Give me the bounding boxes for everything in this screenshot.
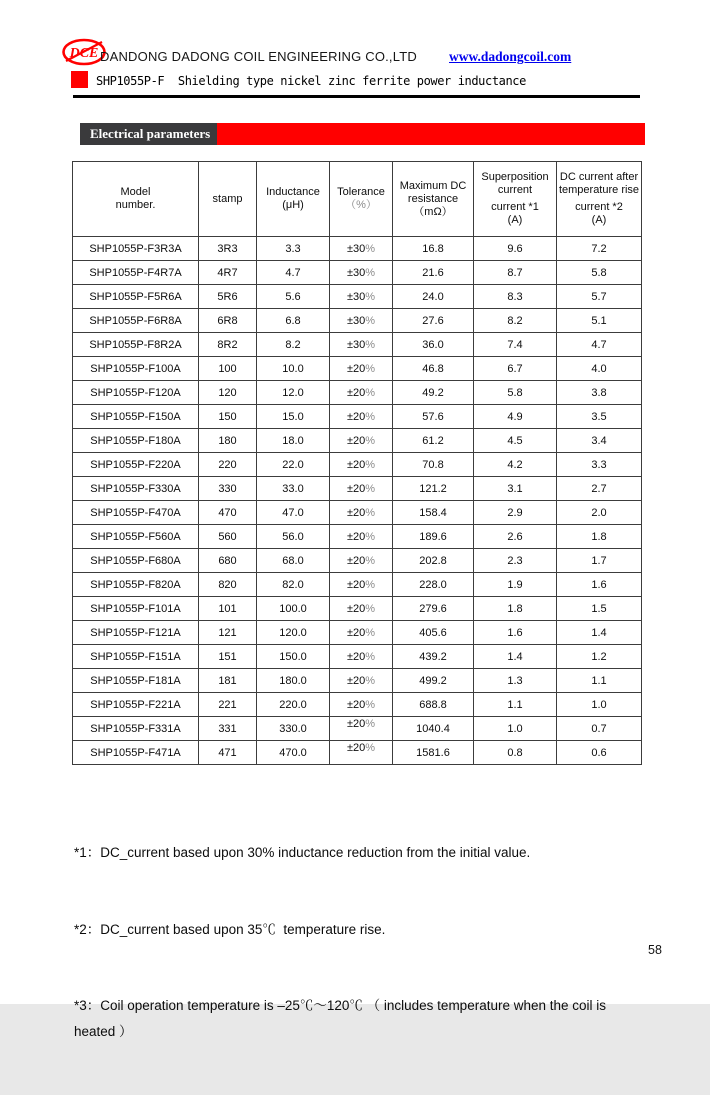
cell-model: SHP1055P-F3R3A [73, 237, 199, 261]
cell-temp-rise: 1.8 [557, 525, 642, 549]
cell-resistance: 1581.6 [393, 741, 474, 765]
section-title: Electrical parameters [80, 123, 217, 145]
table-row [73, 717, 642, 741]
cell-model: SHP1055P-F181A [73, 669, 199, 693]
cell-tolerance: ±20% [330, 645, 393, 669]
cell-model: SHP1055P-F151A [73, 645, 199, 669]
cell-inductance: 100.0 [257, 597, 330, 621]
cell-inductance: 33.0 [257, 477, 330, 501]
column-header-tolerance: Tolerance （%） [330, 162, 393, 237]
cell-superposition: 8.3 [474, 285, 557, 309]
cell-model: SHP1055P-F470A [73, 501, 199, 525]
cell-temp-rise: 3.4 [557, 429, 642, 453]
table-row [73, 549, 642, 573]
cell-superposition: 8.7 [474, 261, 557, 285]
cell-model: SHP1055P-F4R7A [73, 261, 199, 285]
cell-superposition: 1.6 [474, 621, 557, 645]
cell-superposition: 1.0 [474, 717, 557, 741]
cell-superposition: 0.8 [474, 741, 557, 765]
table-row [73, 261, 642, 285]
cell-inductance: 12.0 [257, 381, 330, 405]
cell-temp-rise: 2.0 [557, 501, 642, 525]
cell-tolerance: ±20% [330, 717, 393, 741]
table-row [73, 645, 642, 669]
cell-temp-rise: 4.7 [557, 333, 642, 357]
cell-resistance: 688.8 [393, 693, 474, 717]
cell-temp-rise: 2.7 [557, 477, 642, 501]
svg-text:DCE: DCE [69, 46, 99, 61]
cell-stamp: 181 [199, 669, 257, 693]
column-header-model: Model number. [73, 162, 199, 237]
table-header-row [73, 162, 642, 237]
cell-stamp: 560 [199, 525, 257, 549]
company-name: DANDONG DADONG COIL ENGINEERING CO.,LTD [100, 49, 417, 64]
table-row [73, 453, 642, 477]
cell-model: SHP1055P-F471A [73, 741, 199, 765]
cell-stamp: 470 [199, 501, 257, 525]
cell-tolerance: ±30% [330, 285, 393, 309]
cell-tolerance: ±20% [330, 501, 393, 525]
footnote-2: *2：DC_current based upon 35℃ temperature rise. [74, 921, 386, 937]
cell-inductance: 470.0 [257, 741, 330, 765]
cell-superposition: 1.8 [474, 597, 557, 621]
cell-superposition: 4.2 [474, 453, 557, 477]
cell-inductance: 6.8 [257, 309, 330, 333]
cell-model: SHP1055P-F331A [73, 717, 199, 741]
cell-superposition: 7.4 [474, 333, 557, 357]
cell-temp-rise: 4.0 [557, 357, 642, 381]
cell-resistance: 57.6 [393, 405, 474, 429]
table-row [73, 381, 642, 405]
column-header-stamp: stamp [199, 162, 257, 237]
cell-stamp: 5R6 [199, 285, 257, 309]
cell-temp-rise: 1.0 [557, 693, 642, 717]
cell-tolerance: ±20% [330, 477, 393, 501]
cell-inductance: 82.0 [257, 573, 330, 597]
cell-stamp: 100 [199, 357, 257, 381]
cell-model: SHP1055P-F8R2A [73, 333, 199, 357]
cell-inductance: 18.0 [257, 429, 330, 453]
cell-resistance: 439.2 [393, 645, 474, 669]
table-row [73, 237, 642, 261]
table-row [73, 429, 642, 453]
table-row [73, 405, 642, 429]
cell-temp-rise: 7.2 [557, 237, 642, 261]
cell-tolerance: ±30% [330, 261, 393, 285]
cell-inductance: 15.0 [257, 405, 330, 429]
cell-inductance: 150.0 [257, 645, 330, 669]
cell-tolerance: ±20% [330, 741, 393, 765]
cell-superposition: 3.1 [474, 477, 557, 501]
cell-tolerance: ±20% [330, 429, 393, 453]
cell-superposition: 4.5 [474, 429, 557, 453]
cell-model: SHP1055P-F150A [73, 405, 199, 429]
cell-stamp: 8R2 [199, 333, 257, 357]
cell-superposition: 2.6 [474, 525, 557, 549]
cell-tolerance: ±20% [330, 693, 393, 717]
cell-tolerance: ±20% [330, 405, 393, 429]
cell-inductance: 22.0 [257, 453, 330, 477]
cell-superposition: 5.8 [474, 381, 557, 405]
cell-model: SHP1055P-F180A [73, 429, 199, 453]
header-divider [73, 95, 640, 98]
cell-stamp: 680 [199, 549, 257, 573]
cell-temp-rise: 3.5 [557, 405, 642, 429]
cell-inductance: 220.0 [257, 693, 330, 717]
website-link[interactable]: www.dadongcoil.com [449, 49, 572, 64]
section-banner [80, 123, 645, 145]
cell-temp-rise: 0.7 [557, 717, 642, 741]
cell-stamp: 121 [199, 621, 257, 645]
page-number: 58 [648, 943, 662, 957]
cell-model: SHP1055P-F221A [73, 693, 199, 717]
table-row [73, 501, 642, 525]
cell-tolerance: ±20% [330, 453, 393, 477]
column-header-superposition: Superposition current current *1 (A) [474, 162, 557, 237]
cell-temp-rise: 1.2 [557, 645, 642, 669]
cell-tolerance: ±30% [330, 309, 393, 333]
cell-tolerance: ±30% [330, 237, 393, 261]
cell-resistance: 405.6 [393, 621, 474, 645]
cell-temp-rise: 1.5 [557, 597, 642, 621]
cell-model: SHP1055P-F101A [73, 597, 199, 621]
cell-resistance: 189.6 [393, 525, 474, 549]
footnote-3: *3：Coil operation temperature is –25℃～120℃ （ includes temperature when the coil is heated ） [74, 998, 607, 1039]
cell-inductance: 8.2 [257, 333, 330, 357]
cell-temp-rise: 5.7 [557, 285, 642, 309]
column-header-inductance: Inductance (μH) [257, 162, 330, 237]
cell-resistance: 61.2 [393, 429, 474, 453]
cell-tolerance: ±20% [330, 597, 393, 621]
cell-stamp: 120 [199, 381, 257, 405]
cell-superposition: 6.7 [474, 357, 557, 381]
cell-stamp: 3R3 [199, 237, 257, 261]
table-row [73, 573, 642, 597]
table-row [73, 357, 642, 381]
cell-resistance: 16.8 [393, 237, 474, 261]
cell-superposition: 1.1 [474, 693, 557, 717]
cell-inductance: 68.0 [257, 549, 330, 573]
cell-tolerance: ±30% [330, 333, 393, 357]
cell-stamp: 221 [199, 693, 257, 717]
cell-temp-rise: 1.6 [557, 573, 642, 597]
column-header-resistance: Maximum DC resistance （mΩ） [393, 162, 474, 237]
cell-tolerance: ±20% [330, 381, 393, 405]
cell-model: SHP1055P-F820A [73, 573, 199, 597]
table-row [73, 693, 642, 717]
cell-stamp: 331 [199, 717, 257, 741]
cell-inductance: 5.6 [257, 285, 330, 309]
cell-inductance: 120.0 [257, 621, 330, 645]
cell-stamp: 820 [199, 573, 257, 597]
cell-inductance: 180.0 [257, 669, 330, 693]
cell-temp-rise: 0.6 [557, 741, 642, 765]
cell-stamp: 6R8 [199, 309, 257, 333]
cell-temp-rise: 5.1 [557, 309, 642, 333]
cell-tolerance: ±20% [330, 357, 393, 381]
cell-model: SHP1055P-F220A [73, 453, 199, 477]
cell-model: SHP1055P-F680A [73, 549, 199, 573]
cell-stamp: 101 [199, 597, 257, 621]
cell-superposition: 1.3 [474, 669, 557, 693]
cell-temp-rise: 1.7 [557, 549, 642, 573]
cell-model: SHP1055P-F330A [73, 477, 199, 501]
product-title: SHP1055P-F Shielding type nickel zinc ferrite power inductance [96, 74, 526, 88]
cell-resistance: 27.6 [393, 309, 474, 333]
red-bullet-square [71, 71, 88, 88]
cell-resistance: 158.4 [393, 501, 474, 525]
cell-resistance: 24.0 [393, 285, 474, 309]
cell-stamp: 4R7 [199, 261, 257, 285]
cell-superposition: 2.9 [474, 501, 557, 525]
footnotes [74, 789, 658, 1095]
table-row [73, 333, 642, 357]
cell-stamp: 471 [199, 741, 257, 765]
cell-inductance: 47.0 [257, 501, 330, 525]
cell-temp-rise: 3.8 [557, 381, 642, 405]
table-row [73, 525, 642, 549]
cell-resistance: 21.6 [393, 261, 474, 285]
cell-superposition: 9.6 [474, 237, 557, 261]
footnote-1: *1：DC_current based upon 30% inductance reduction from the initial value. [74, 845, 531, 860]
cell-resistance: 49.2 [393, 381, 474, 405]
table-row [73, 621, 642, 645]
cell-resistance: 46.8 [393, 357, 474, 381]
cell-superposition: 8.2 [474, 309, 557, 333]
cell-temp-rise: 1.4 [557, 621, 642, 645]
cell-superposition: 2.3 [474, 549, 557, 573]
cell-superposition: 1.9 [474, 573, 557, 597]
cell-tolerance: ±20% [330, 669, 393, 693]
cell-superposition: 1.4 [474, 645, 557, 669]
cell-model: SHP1055P-F100A [73, 357, 199, 381]
cell-stamp: 151 [199, 645, 257, 669]
cell-model: SHP1055P-F5R6A [73, 285, 199, 309]
cell-model: SHP1055P-F6R8A [73, 309, 199, 333]
table-row [73, 669, 642, 693]
cell-stamp: 220 [199, 453, 257, 477]
cell-inductance: 330.0 [257, 717, 330, 741]
cell-tolerance: ±20% [330, 573, 393, 597]
table-row [73, 285, 642, 309]
cell-superposition: 4.9 [474, 405, 557, 429]
cell-resistance: 36.0 [393, 333, 474, 357]
cell-stamp: 180 [199, 429, 257, 453]
cell-model: SHP1055P-F560A [73, 525, 199, 549]
cell-resistance: 1040.4 [393, 717, 474, 741]
cell-resistance: 70.8 [393, 453, 474, 477]
cell-temp-rise: 5.8 [557, 261, 642, 285]
cell-model: SHP1055P-F120A [73, 381, 199, 405]
cell-temp-rise: 1.1 [557, 669, 642, 693]
electrical-parameters-table [72, 161, 642, 765]
cell-resistance: 228.0 [393, 573, 474, 597]
cell-tolerance: ±20% [330, 549, 393, 573]
cell-tolerance: ±20% [330, 621, 393, 645]
cell-stamp: 150 [199, 405, 257, 429]
cell-inductance: 4.7 [257, 261, 330, 285]
cell-stamp: 330 [199, 477, 257, 501]
table-row [73, 477, 642, 501]
cell-resistance: 279.6 [393, 597, 474, 621]
cell-inductance: 10.0 [257, 357, 330, 381]
cell-resistance: 121.2 [393, 477, 474, 501]
cell-model: SHP1055P-F121A [73, 621, 199, 645]
cell-temp-rise: 3.3 [557, 453, 642, 477]
table-row [73, 741, 642, 765]
cell-inductance: 56.0 [257, 525, 330, 549]
cell-tolerance: ±20% [330, 525, 393, 549]
cell-resistance: 499.2 [393, 669, 474, 693]
table-row [73, 597, 642, 621]
table-row [73, 309, 642, 333]
table-body [73, 237, 642, 765]
cell-inductance: 3.3 [257, 237, 330, 261]
column-header-temp-rise: DC current after temperature rise current *2 (A) [557, 162, 642, 237]
cell-resistance: 202.8 [393, 549, 474, 573]
